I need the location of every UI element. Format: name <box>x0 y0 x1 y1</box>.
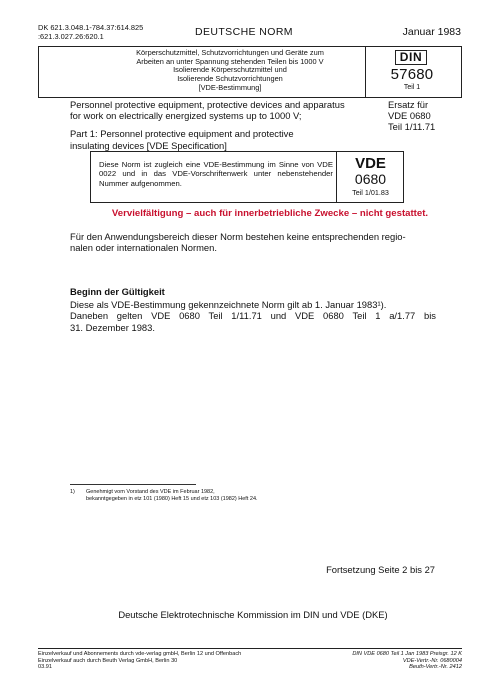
vde-label: VDE <box>355 155 386 172</box>
din-number: 57680 <box>390 66 434 83</box>
sales-info: Einzelverkauf und Abonnements durch vde-verlag gmbH, Berlin 12 und Offenbach Einzelverkauf auch durch Beuth Verlag GmbH, Berlin 30 03.91 <box>38 651 242 671</box>
validity-heading: Beginn der Gültigkeit <box>70 286 165 297</box>
validity-paragraph: Diese als VDE-Bestimmung gekennzeichnete Norm gilt ab 1. Januar 1983¹). Daneben gelten VDE 0680 Teil 1/11.71 und VDE 0680 Teil 1 a/1.77 bis 31. Dezember 1983. <box>70 299 436 333</box>
document-header <box>38 24 461 46</box>
din-part: Teil 1 <box>403 84 421 91</box>
footnote: 1) Genehmigt vom Vorstand des VDE im Februar 1982, bekanntgegeben in etz 101 (1980) Heft 15 und etz 103 (1982) Heft 24. <box>70 489 258 502</box>
issue-date: Januar 1983 <box>402 26 461 38</box>
vde-statement: Diese Norm ist zugleich eine VDE-Bestimmung im Sinne von VDE 0022 und in das VDE-Vorschriftenwerk unter nebenstehender Nummer aufgenommen. <box>99 160 333 188</box>
english-title: Personnel protective equipment, protective devices and apparatus for work on electrically energized systems up to 1000 V; Part 1: Personnel protective equipment and protective insulating devices [VDE Specification] <box>70 99 345 151</box>
german-title: Körperschutzmittel, Schutzvorrichtungen und Geräte zum Arbeiten an unter Spannung stehenden Teilen bis 1000 V Isolierende Körperschutzmittel und Isolierende Schutzvorrichtungen [VDE-Bestimmung] <box>136 48 324 92</box>
dk-classification: DK 621.3.048.1-784.37:614.825 :621.3.027.26:620.1 <box>38 23 144 41</box>
vde-number: 0680 <box>354 171 387 187</box>
vde-part: Teil 1/01.83 <box>352 188 389 197</box>
bottom-rule <box>38 648 462 649</box>
issuer: Deutsche Elektrotechnische Kommission im DIN und VDE (DKE) <box>118 609 388 620</box>
title-box <box>38 46 462 98</box>
vde-box <box>90 151 404 203</box>
din-logo: DIN <box>395 50 427 65</box>
replacement-info: Ersatz für VDE 0680 Teil 1/11.71 <box>388 99 436 133</box>
standard-type: DEUTSCHE NORM <box>195 26 293 38</box>
continuation-note: Fortsetzung Seite 2 bis 27 <box>326 564 435 575</box>
reproduction-warning: Vervielfältigung – auch für innerbetriebliche Zwecke – nicht gestattet. <box>111 208 429 219</box>
order-info: DIN VDE 0680 Teil 1 Jan 1983 Preisgr. 12 K VDE-Vertr.-Nr. 0680004 Beuth-Vertr.-Nr. 2412 <box>352 651 462 671</box>
footnote-marker: 1) <box>70 489 75 495</box>
footnote-rule <box>70 484 196 485</box>
title-box-divider <box>365 47 366 97</box>
scope-paragraph: Für den Anwendungsbereich dieser Norm bestehen keine entsprechenden regio- nalen oder internationalen Normen. <box>70 231 406 254</box>
